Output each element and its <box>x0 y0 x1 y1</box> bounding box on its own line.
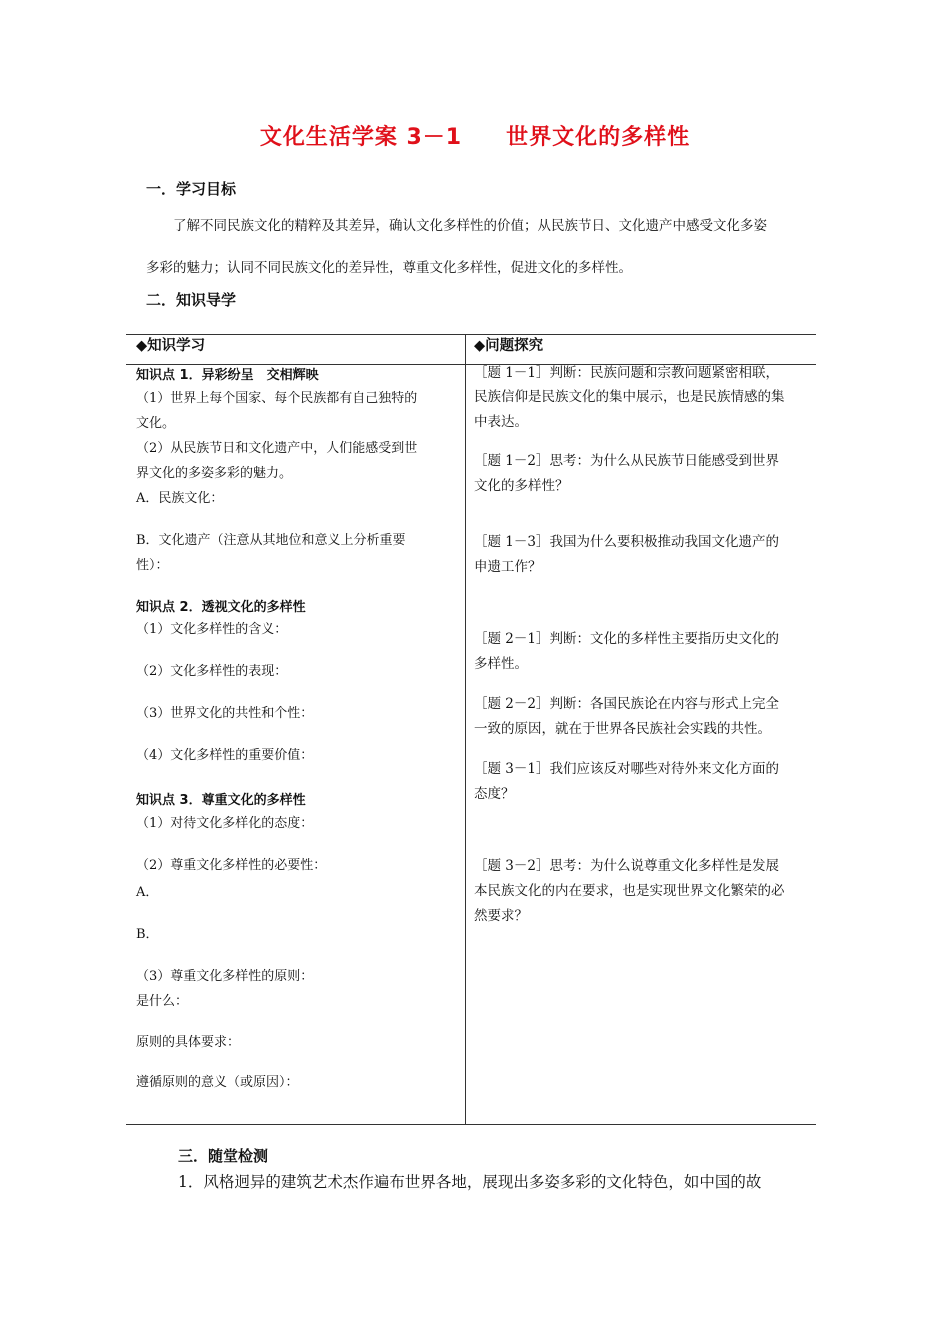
left-line: （2）尊重文化多样性的必要性： <box>136 858 327 873</box>
left-line: （1）对待文化多样化的态度： <box>136 816 314 831</box>
question-line: 一致的原因，就在于世界各民族社会实践的共性。 <box>474 721 771 737</box>
left-line: 界文化的多姿多彩的魅力。 <box>136 466 293 481</box>
left-line: 遵循原则的意义（或原因）： <box>136 1075 299 1090</box>
left-line: （1）文化多样性的含义： <box>136 622 288 637</box>
left-line: 文化。 <box>136 416 176 431</box>
left-line: （4）文化多样性的重要价值： <box>136 748 314 763</box>
question-line: ［题 1－3］我国为什么要积极推动我国文化遗产的 <box>474 534 779 550</box>
table-header-inquiry: ◆问题探究 <box>474 338 544 354</box>
question-line: 申遗工作？ <box>474 559 542 575</box>
title-part-2: 世界文化的多样性 <box>506 125 691 150</box>
table-bottom-rule <box>126 1124 816 1125</box>
question-line: ［题 3－2］思考：为什么说尊重文化多样性是发展 <box>474 858 779 874</box>
left-line: （2）文化多样性的表现： <box>136 664 288 679</box>
left-line: （3）尊重文化多样性的原则： <box>136 969 314 984</box>
knowledge-point-3: 知识点 3．尊重文化的多样性 <box>136 793 306 808</box>
left-line: （2）从民族节日和文化遗产中，人们能感受到世 <box>136 441 418 456</box>
question-line: ［题 2－1］判断：文化的多样性主要指历史文化的 <box>474 631 779 647</box>
section-3-heading: 三．随堂检测 <box>178 1147 269 1165</box>
table-column-divider <box>465 334 466 1124</box>
knowledge-point-1: 知识点 1．异彩纷呈 交相辉映 <box>136 368 319 383</box>
objective-line-2: 多彩的魅力；认同不同民族文化的差异性，尊重文化多样性，促进文化的多样性。 <box>146 260 632 276</box>
question-line: 民族信仰是民族文化的集中展示，也是民族情感的集 <box>474 389 785 405</box>
question-line: ［题 2－2］判断：各国民族论在内容与形式上完全 <box>474 696 779 712</box>
question-line: ［题 1－2］思考：为什么从民族节日能感受到世界 <box>474 453 779 469</box>
section-1-heading: 一．学习目标 <box>146 180 237 198</box>
left-line: A． <box>136 885 159 900</box>
quiz-question-1: 1．风格迥异的建筑艺术杰作遍布世界各地，展现出多姿多彩的文化特色，如中国的故 <box>178 1173 762 1191</box>
question-line: 态度？ <box>474 786 515 802</box>
section-2-heading: 二．知识导学 <box>146 291 237 309</box>
objective-line-1: 了解不同民族文化的精粹及其差异，确认文化多样性的价值；从民族节日、文化遗产中感受文化多姿 <box>173 218 767 234</box>
left-line: A．民族文化： <box>136 491 224 506</box>
title-part-1: 文化生活学案 3－1 <box>259 125 463 150</box>
question-line: 文化的多样性？ <box>474 478 569 494</box>
page-title <box>0 120 950 151</box>
question-line: ［题 3－1］我们应该反对哪些对待外来文化方面的 <box>474 761 779 777</box>
question-line: 多样性。 <box>474 656 528 672</box>
left-line: B．文化遗产（注意从其地位和意义上分析重要 <box>136 533 406 548</box>
question-line: 中表达。 <box>474 414 528 430</box>
table-top-rule <box>126 334 816 335</box>
left-line: （3）世界文化的共性和个性： <box>136 706 314 721</box>
left-line: （1）世界上每个国家、每个民族都有自己独特的 <box>136 391 418 406</box>
question-line: 本民族文化的内在要求，也是实现世界文化繁荣的必 <box>474 883 785 899</box>
question-line: 然要求？ <box>474 908 528 924</box>
question-line: ［题 1－1］判断：民族问题和宗教问题紧密相联， <box>474 365 779 381</box>
left-line: 原则的具体要求： <box>136 1035 241 1050</box>
left-line: 性）： <box>136 558 169 573</box>
knowledge-point-2: 知识点 2．透视文化的多样性 <box>136 600 306 615</box>
table-header-knowledge: ◆知识学习 <box>136 338 206 354</box>
left-line: B． <box>136 927 159 942</box>
left-line: 是什么： <box>136 994 189 1009</box>
